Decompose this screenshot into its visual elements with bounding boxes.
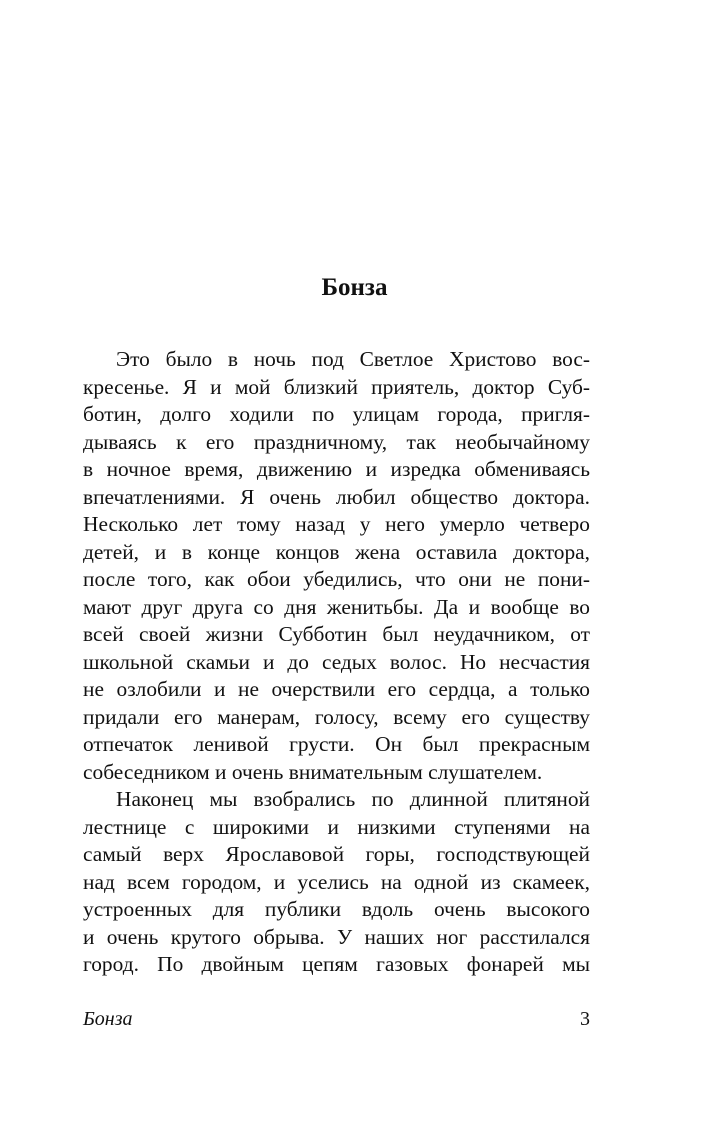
- text-line: кресенье. Я и мой близкий приятель, доктор Суб-: [83, 374, 590, 399]
- text-line: лестнице с широкими и низкими ступенями на: [83, 814, 590, 839]
- text-line: собеседником и очень внимательным слушателем.: [83, 759, 543, 784]
- text-line: Это было в ночь под Светлое Христово вос-: [116, 347, 590, 371]
- text-line: школьной скамьи и до седых волос. Но несчастия: [83, 649, 590, 674]
- text-line: мают друг друга со дня женитьбы. Да и вообще во: [83, 594, 590, 619]
- text-line: Несколько лет тому назад у него умерло четверо: [83, 512, 590, 536]
- text-line: самый верх Ярославовой горы, господствующей: [83, 842, 590, 866]
- text-line: не озлобили и не очерствили его сердца, а только: [83, 677, 590, 701]
- text-line: детей, и в конце концов жена оставила доктора,: [83, 539, 590, 564]
- text-line: после того, как обои убедились, что они не пони-: [83, 567, 590, 591]
- text-line: город. По двойным цепям газовых фонарей мы: [83, 952, 590, 976]
- page-number: 3: [580, 1008, 590, 1030]
- paragraph: [83, 346, 590, 786]
- paragraph: [83, 786, 590, 979]
- text-line: устроенных для публики вдоль очень высокого: [83, 897, 590, 921]
- text-line: над всем городом, и уселись на одной из скамеек,: [83, 869, 590, 894]
- text-line: Наконец мы взобрались по длинной плитяной: [116, 787, 590, 811]
- body-text: [83, 346, 590, 979]
- text-line: придали его манерам, голосу, всему его существу: [83, 704, 590, 729]
- chapter-title: Бонза: [321, 274, 388, 301]
- text-line: всей своей жизни Субботин был неудачником, от: [83, 622, 590, 646]
- text-line: впечатлениями. Я очень любил общество доктора.: [83, 484, 590, 509]
- text-line: отпечаток ленивой грусти. Он был прекрасным: [83, 732, 590, 756]
- text-line: ботин, долго ходили по улицам города, пригля-: [83, 402, 590, 426]
- text-line: дываясь к его праздничному, так необычайному: [83, 429, 590, 454]
- text-line: и очень крутого обрыва. У наших ног расстилался: [83, 924, 590, 949]
- text-line: в ночное время, движению и изредка обмениваясь: [83, 457, 590, 481]
- running-title: Бонза: [83, 1008, 133, 1030]
